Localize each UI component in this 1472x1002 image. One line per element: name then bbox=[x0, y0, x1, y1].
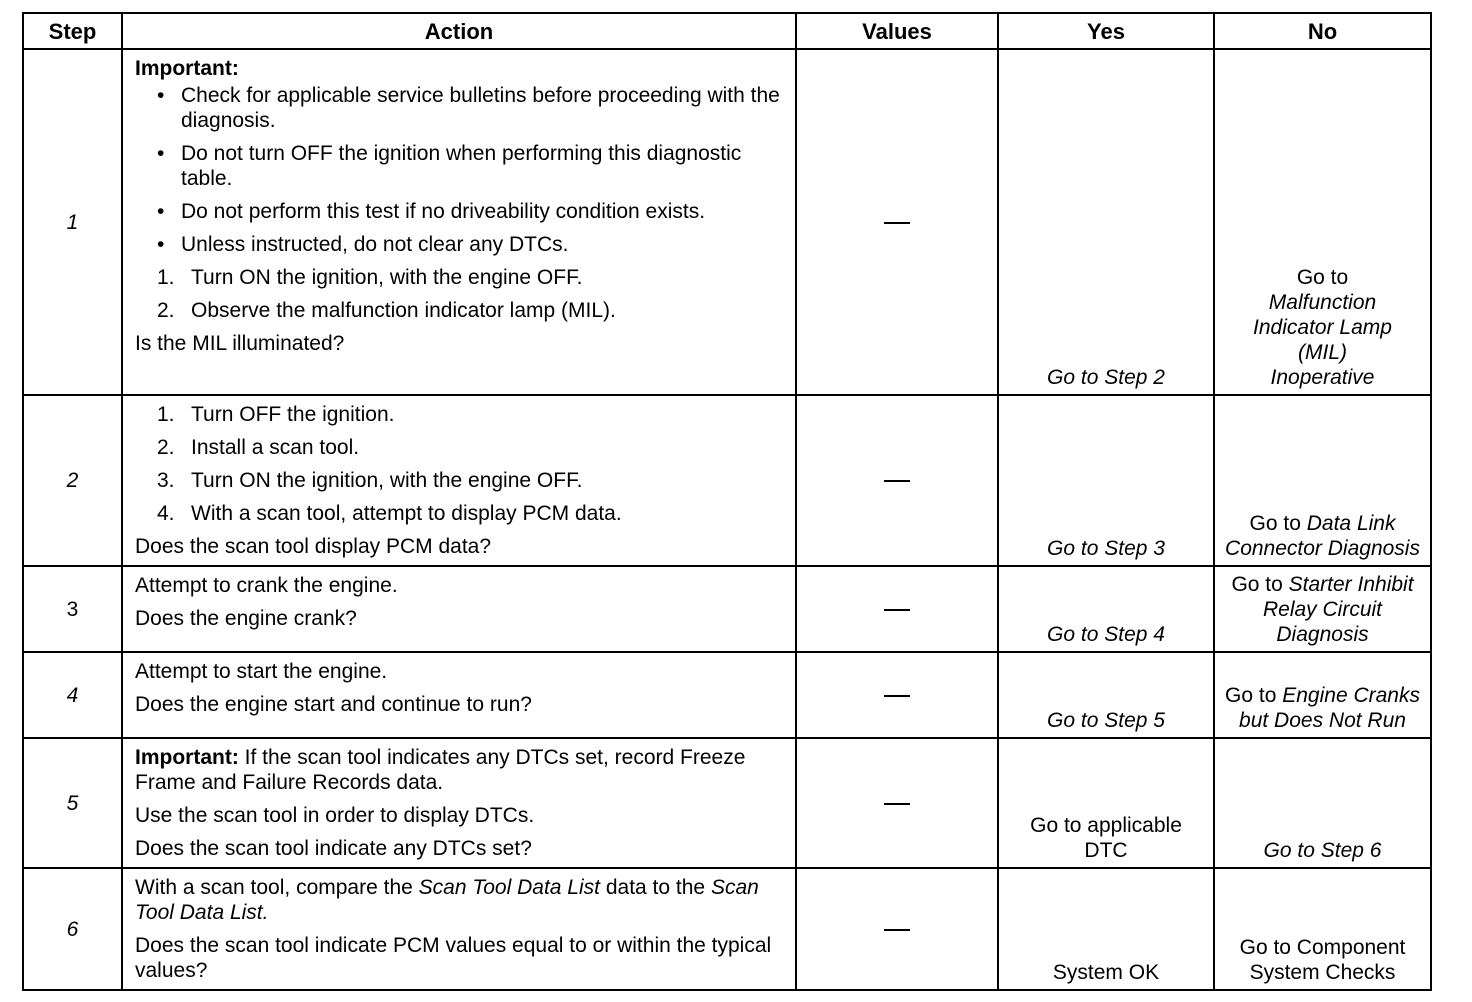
no-prefix: Go to bbox=[1231, 573, 1283, 596]
important-label: Important: bbox=[135, 57, 239, 80]
dash-mark bbox=[884, 222, 910, 224]
table-row bbox=[23, 395, 1431, 566]
no-prefix: Go to bbox=[1296, 266, 1349, 289]
header-step: Step bbox=[23, 13, 122, 49]
header-row bbox=[23, 13, 1431, 49]
yes-cell: System OK bbox=[998, 868, 1214, 990]
no-cell bbox=[1214, 395, 1431, 566]
dash-mark bbox=[884, 609, 910, 611]
no-link: Starter Inhibit Relay Circuit Diagnosis bbox=[1262, 573, 1414, 646]
no-link: Engine Cranks but Does Not Run bbox=[1239, 684, 1420, 732]
numbered-item: 4. With a scan tool, attempt to display PCM data. bbox=[157, 502, 622, 525]
no-prefix: Go to bbox=[1225, 684, 1277, 707]
step-number: 1 bbox=[23, 49, 122, 395]
numbered-item: 2. Install a scan tool. bbox=[157, 436, 360, 459]
table-row bbox=[23, 652, 1431, 738]
question-text: Does the engine start and continue to run? bbox=[135, 693, 532, 716]
numbered-item: 1. Turn OFF the ignition. bbox=[157, 403, 395, 426]
dash-mark bbox=[884, 695, 910, 697]
action-cell bbox=[122, 738, 796, 868]
action-text: Use the scan tool in order to display DTCs. bbox=[135, 804, 535, 827]
step-number: 3 bbox=[23, 566, 122, 652]
step-number: 2 bbox=[23, 395, 122, 566]
step-number: 6 bbox=[23, 868, 122, 990]
question-text: Does the scan tool indicate any DTCs set? bbox=[135, 837, 532, 860]
numbered-item: 2. Observe the malfunction indicator lamp (MIL). bbox=[157, 299, 616, 322]
yes-cell: Go to Step 4 bbox=[998, 566, 1214, 652]
bullet-item: • Do not perform this test if no driveability condition exists. bbox=[157, 200, 706, 223]
table-row bbox=[23, 868, 1431, 990]
yes-cell: Go to Step 2 bbox=[998, 49, 1214, 395]
header-yes: Yes bbox=[998, 13, 1214, 49]
bullet-item: • Unless instructed, do not clear any DTCs. bbox=[157, 233, 569, 256]
step-number: 4 bbox=[23, 652, 122, 738]
dash-mark bbox=[884, 803, 910, 805]
numbered-item: 1. Turn ON the ignition, with the engine OFF. bbox=[157, 266, 583, 289]
diagnostic-table bbox=[22, 12, 1432, 991]
important-note: Important: If the scan tool indicates any DTCs set, record Freeze Frame and Failure Records data. bbox=[135, 746, 746, 794]
values-cell bbox=[796, 652, 998, 738]
dash-mark bbox=[884, 929, 910, 931]
table-row bbox=[23, 738, 1431, 868]
action-cell bbox=[122, 868, 796, 990]
question-text: Is the MIL illuminated? bbox=[135, 332, 345, 355]
action-text: Attempt to crank the engine. bbox=[135, 574, 398, 597]
values-cell bbox=[796, 49, 998, 395]
yes-cell: Go to Step 5 bbox=[998, 652, 1214, 738]
values-cell bbox=[796, 738, 998, 868]
yes-cell: Go to Step 3 bbox=[998, 395, 1214, 566]
no-prefix: Go to bbox=[1249, 512, 1301, 535]
action-text: Attempt to start the engine. bbox=[135, 660, 388, 683]
question-text: Does the scan tool display PCM data? bbox=[135, 535, 492, 558]
values-cell bbox=[796, 395, 998, 566]
header-no: No bbox=[1214, 13, 1431, 49]
action-text: With a scan tool, compare the Scan Tool Data List data to the Scan Tool Data List. bbox=[135, 876, 759, 924]
bullet-item: • Do not turn OFF the ignition when performing this diagnostic table. bbox=[157, 142, 742, 190]
no-cell: Go to Component System Checks bbox=[1214, 868, 1431, 990]
values-cell bbox=[796, 566, 998, 652]
values-cell bbox=[796, 868, 998, 990]
dash-mark bbox=[884, 480, 910, 482]
no-link: Malfunction Indicator Lamp (MIL) Inoperative bbox=[1253, 291, 1392, 389]
table-row bbox=[23, 566, 1431, 652]
action-cell bbox=[122, 49, 796, 395]
no-cell bbox=[1214, 652, 1431, 738]
bullet-item: • Check for applicable service bulletins before proceeding with the diagnosis. bbox=[157, 84, 780, 132]
action-cell bbox=[122, 652, 796, 738]
no-link: Data Link Connector Diagnosis bbox=[1225, 512, 1420, 560]
yes-cell: Go to applicable DTC bbox=[998, 738, 1214, 868]
header-values: Values bbox=[796, 13, 998, 49]
header-action: Action bbox=[122, 13, 796, 49]
step-number: 5 bbox=[23, 738, 122, 868]
table-row bbox=[23, 49, 1431, 395]
action-cell bbox=[122, 566, 796, 652]
action-cell bbox=[122, 395, 796, 566]
no-cell: Go to Step 6 bbox=[1214, 738, 1431, 868]
no-cell bbox=[1214, 49, 1431, 395]
numbered-item: 3. Turn ON the ignition, with the engine OFF. bbox=[157, 469, 583, 492]
question-text: Does the engine crank? bbox=[135, 607, 357, 630]
question-text: Does the scan tool indicate PCM values equal to or within the typical values? bbox=[135, 934, 772, 982]
no-cell bbox=[1214, 566, 1431, 652]
